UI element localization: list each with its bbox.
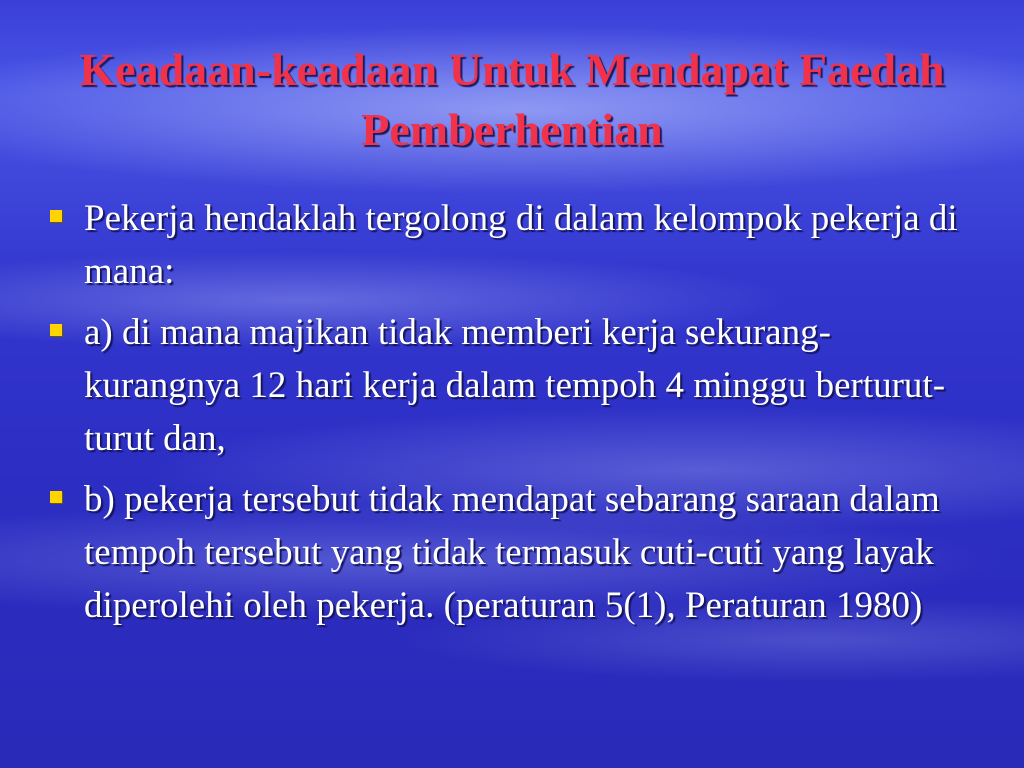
slide-title: Keadaan-keadaan Untuk Mendapat Faedah Pemberhentian	[79, 44, 945, 155]
square-bullet-icon	[50, 210, 62, 222]
bullet-text: Pekerja hendaklah tergolong di dalam kelompok pekerja di mana:	[84, 198, 958, 292]
bullet-item	[44, 192, 984, 298]
bullet-text: a) di mana majikan tidak memberi kerja sekurang-kurangnya 12 hari kerja dalam tempoh 4 minggu berturut-turut dan,	[84, 312, 946, 459]
bullet-text: b) pekerja tersebut tidak mendapat sebarang saraan dalam tempoh tersebut yang tidak termasuk cuti-cuti yang layak diperolehi oleh pekerja. (peraturan 5(1), Peraturan 1980)	[84, 479, 940, 626]
square-bullet-icon	[50, 491, 62, 503]
bullet-item	[44, 473, 984, 632]
bullet-list	[44, 192, 984, 640]
square-bullet-icon	[50, 324, 62, 336]
bullet-item	[44, 306, 984, 465]
